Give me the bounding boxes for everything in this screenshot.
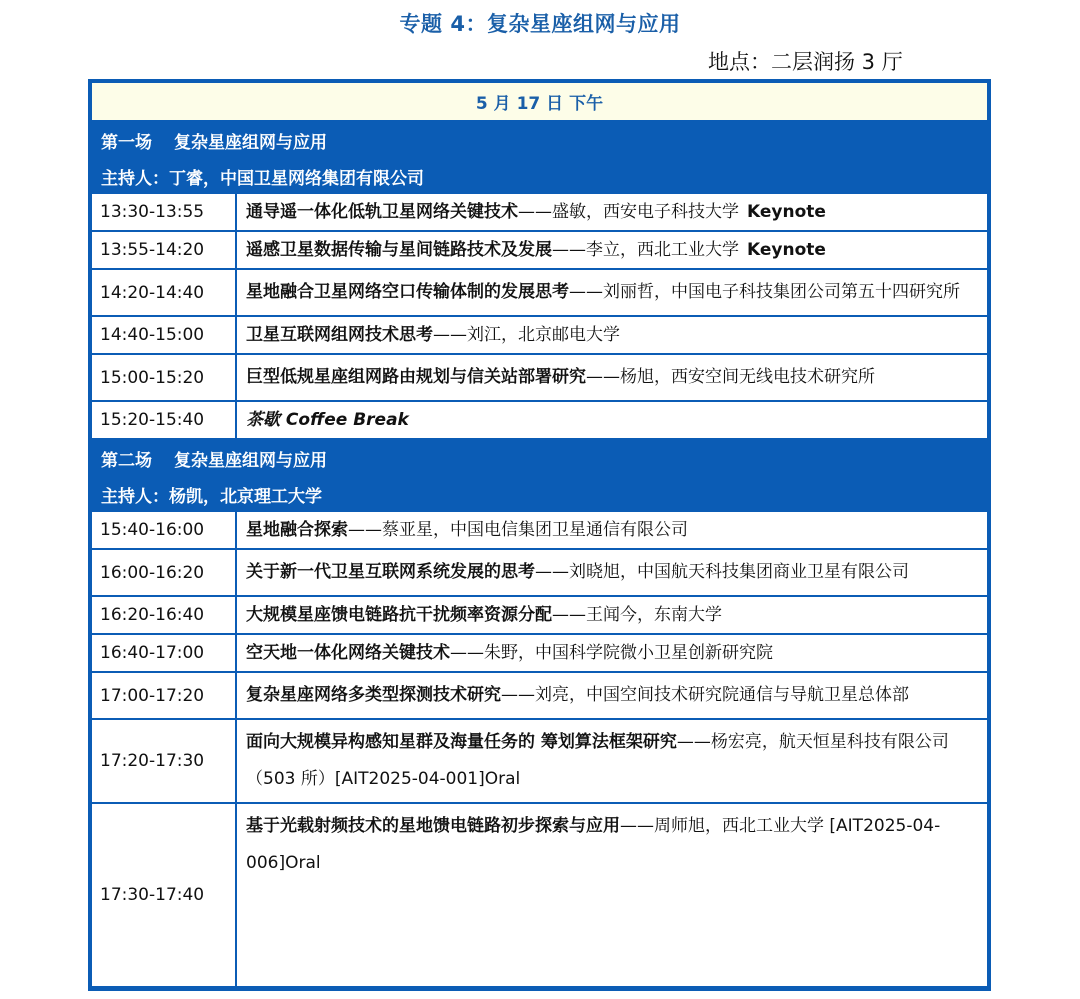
session-theme: 复杂星座组网与应用	[174, 132, 327, 153]
talk-content	[237, 550, 987, 595]
talk-speaker: ——刘江，北京邮电大学	[433, 325, 620, 345]
talk-content	[237, 804, 987, 986]
talk-content	[237, 512, 987, 548]
table-row	[92, 317, 987, 353]
keynote-tag: Keynote	[747, 240, 826, 260]
talk-time: 17:30-17:40	[92, 804, 237, 986]
talk-content	[237, 635, 987, 671]
table-row	[92, 804, 987, 986]
talk-title: 空天地一体化网络关键技术	[246, 643, 450, 663]
table-row	[92, 355, 987, 400]
talk-content	[237, 194, 987, 230]
talk-content	[237, 597, 987, 633]
talk-speaker: ——刘亮，中国空间技术研究院通信与导航卫星总体部	[501, 685, 909, 705]
talk-speaker: ——蔡亚星，中国电信集团卫星通信有限公司	[348, 520, 688, 540]
date-header: 5 月 17 日 下午	[92, 83, 987, 120]
talk-title: 基于光载射频技术的星地馈电链路初步探索与应用	[246, 816, 620, 836]
talk-time: 14:40-15:00	[92, 317, 237, 353]
talk-time: 15:40-16:00	[92, 512, 237, 548]
session-theme: 复杂星座组网与应用	[174, 450, 327, 471]
talk-time: 17:00-17:20	[92, 673, 237, 718]
session-header-1	[92, 122, 987, 194]
talk-content	[237, 355, 987, 400]
session-name: 第二场	[101, 450, 152, 471]
table-row	[92, 673, 987, 718]
session-host: 主持人：杨凯，北京理工大学	[101, 486, 322, 507]
talk-time: 17:20-17:30	[92, 720, 237, 802]
talk-content	[237, 673, 987, 718]
talk-content	[237, 402, 987, 438]
location-label: 地点：二层润扬 3 厅	[708, 50, 903, 74]
talk-speaker: ——王闻今，东南大学	[552, 605, 722, 625]
talk-time: 16:40-17:00	[92, 635, 237, 671]
talk-content	[237, 232, 987, 268]
talk-speaker: ——刘晓旭，中国航天科技集团商业卫星有限公司	[535, 562, 909, 582]
session-name: 第一场	[101, 132, 152, 153]
talk-title: 星地融合探索	[246, 520, 348, 540]
talk-content	[237, 270, 987, 315]
talk-time: 15:00-15:20	[92, 355, 237, 400]
table-row	[92, 512, 987, 548]
talk-speaker: ——朱野，中国科学院微小卫星创新研究院	[450, 643, 773, 663]
talk-title: 卫星互联网组网技术思考	[246, 325, 433, 345]
talk-speaker: ——周师旭，西北工业大学 [AIT2025-04-006]Oral	[246, 816, 941, 873]
talk-speaker: ——杨宏亮，航天恒星科技有限公司（503 所）[AIT2025-04-001]Oral	[246, 732, 949, 789]
table-row	[92, 720, 987, 802]
talk-title: 面向大规模异构感知星群及海量任务的 筹划算法框架研究	[246, 732, 677, 752]
talk-title: 通导遥一体化低轨卫星网络关键技术	[246, 202, 518, 222]
table-row-break	[92, 402, 987, 438]
session-header-2	[92, 440, 987, 512]
talk-content	[237, 317, 987, 353]
table-row	[92, 550, 987, 595]
session-host: 主持人：丁睿，中国卫星网络集团有限公司	[101, 168, 424, 189]
topic-title: 专题 4：复杂星座组网与应用	[399, 12, 681, 36]
talk-title: 复杂星座网络多类型探测技术研究	[246, 685, 501, 705]
talk-time: 16:20-16:40	[92, 597, 237, 633]
talk-title: 遥感卫星数据传输与星间链路技术及发展	[246, 240, 552, 260]
talk-time: 13:30-13:55	[92, 194, 237, 230]
talk-title: 关于新一代卫星互联网系统发展的思考	[246, 562, 535, 582]
talk-title: 星地融合卫星网络空口传输体制的发展思考	[246, 282, 569, 302]
talk-title: 巨型低规星座组网路由规划与信关站部署研究	[246, 367, 586, 387]
table-row	[92, 232, 987, 268]
talk-time: 13:55-14:20	[92, 232, 237, 268]
talk-speaker: ——李立，西北工业大学	[552, 240, 739, 260]
talk-speaker: ——杨旭，西安空间无线电技术研究所	[586, 367, 875, 387]
table-row	[92, 270, 987, 315]
keynote-tag: Keynote	[747, 202, 826, 222]
talk-content	[237, 720, 987, 802]
talk-speaker: ——刘丽哲，中国电子科技集团公司第五十四研究所	[569, 282, 960, 302]
table-row	[92, 597, 987, 633]
talk-time: 15:20-15:40	[92, 402, 237, 438]
table-row	[92, 635, 987, 671]
talk-time: 14:20-14:40	[92, 270, 237, 315]
talk-speaker: ——盛敏，西安电子科技大学	[518, 202, 739, 222]
talk-time: 16:00-16:20	[92, 550, 237, 595]
schedule-table	[88, 79, 991, 991]
talk-title: 大规模星座馈电链路抗干扰频率资源分配	[246, 605, 552, 625]
table-row	[92, 194, 987, 230]
coffee-break-label: 茶歇 Coffee Break	[246, 410, 409, 430]
